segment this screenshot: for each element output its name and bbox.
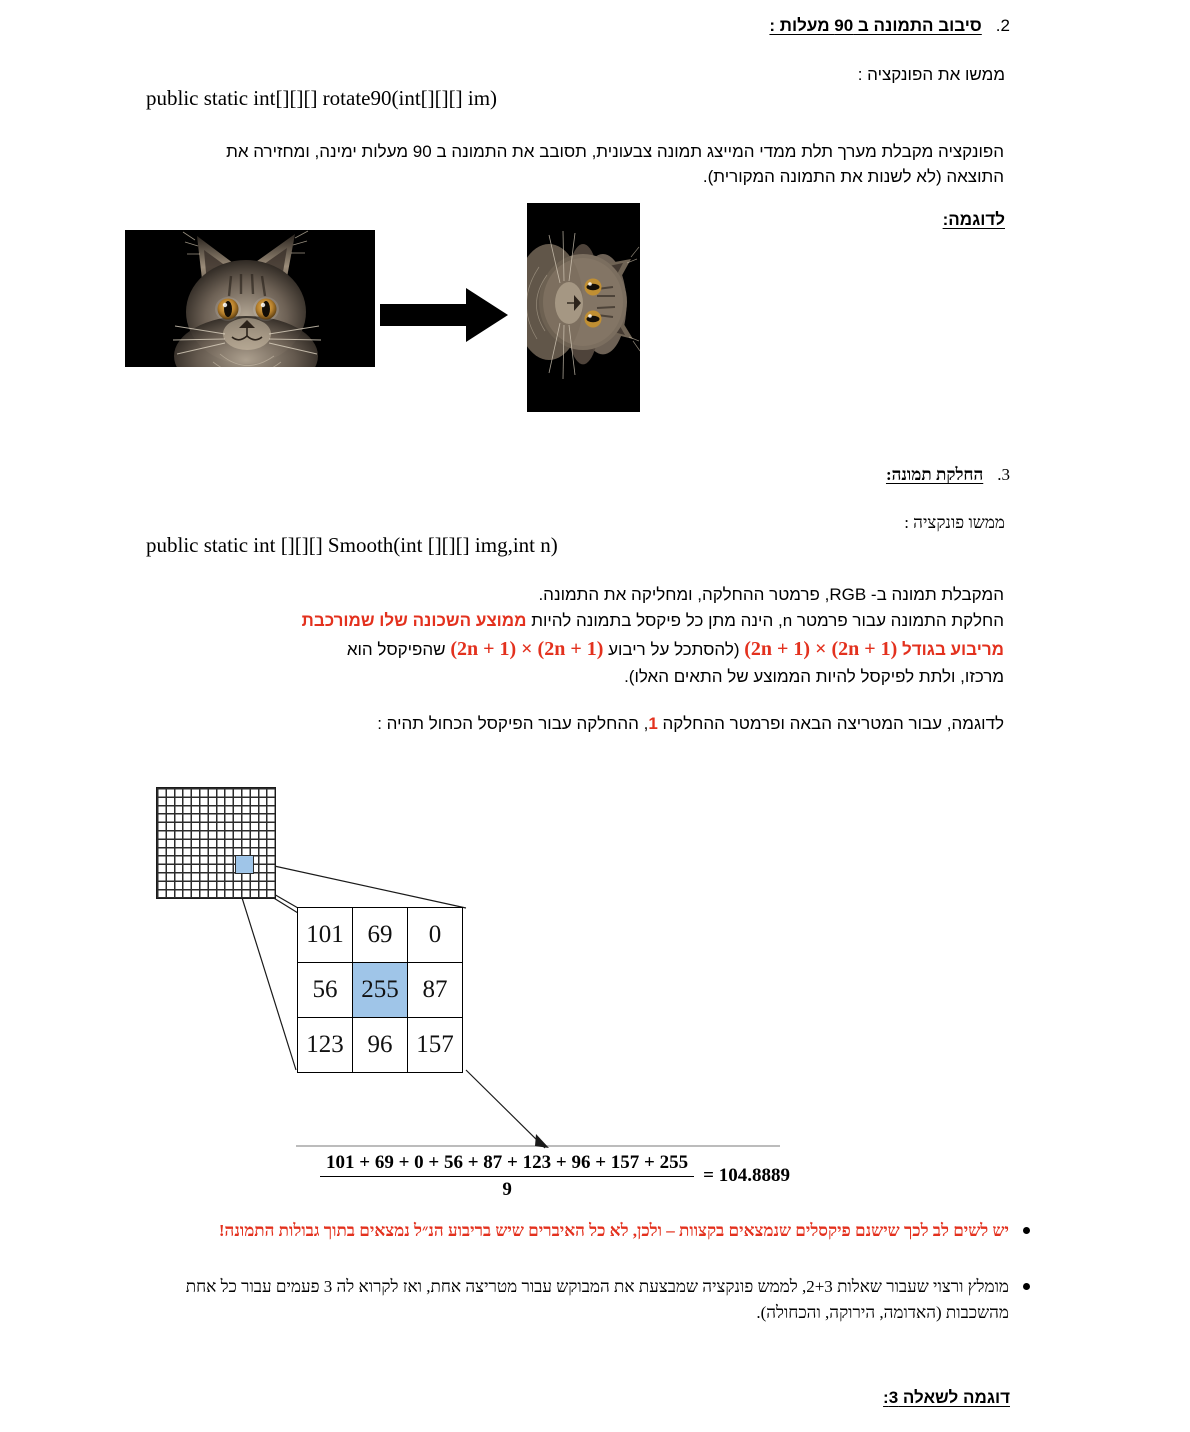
matrix-cell: 87: [408, 963, 463, 1018]
note-bullet-warning: [150, 1218, 1030, 1244]
matrix-cell: 96: [353, 1018, 408, 1073]
section-3-prompt: ממשו פונקציה :: [904, 513, 1005, 532]
desc-line-2: [194, 608, 1004, 634]
section-3-heading: [410, 465, 1010, 485]
matrix-row: [298, 1018, 463, 1073]
desc-line-1: המקבלת תמונה ב- RGB, פרמטר ההחלקה, ומחליקה את התמונה.: [538, 585, 1004, 604]
section-2-signature: public static int[][][] rotate90(int[][][] im): [146, 86, 498, 110]
fraction: [320, 1152, 694, 1201]
cat-image-original: [125, 230, 375, 367]
fraction-numerator: 101 + 69 + 0 + 56 + 87 + 123 + 96 + 157 + 255: [320, 1152, 694, 1177]
section-2-example-label: לדוגמה:: [942, 210, 1005, 229]
desc-line-2-text: החלקת התמונה עבור פרמטר n, הינה מתן כל פיקסל בתמונה להיות: [526, 610, 1004, 630]
note-text: מומלץ ורצוי שעבור שאלות 2+3, לממש פונקציה שמבצעת את המבוקש עבור מטריצה אחת, ואז לקרוא לה 3 פעמים עבור כל אחת מהשכבות (האדומה, הירוקה, והכחולה).: [185, 1277, 1009, 1322]
section-2-heading: [410, 16, 1010, 36]
fraction-result: = 104.8889: [703, 1165, 790, 1187]
desc-line-3-mid: (להסתכל על ריבוע: [603, 639, 745, 659]
matrix-row: [298, 963, 463, 1018]
section-3-title: החלקת תמונה:: [885, 465, 984, 484]
right-arrow-icon: [380, 288, 508, 342]
matrix-cell: 69: [353, 908, 408, 963]
desc-line-4: מרכזו, ולתת לפיקסל להיות הממוצע של התאים האלו).: [624, 667, 1004, 687]
section-3-signature: public static int [][][] Smooth(int [][][] img,int n): [146, 533, 558, 557]
example-intro-b: , ההחלקה עבור הפיקסל הכחול תהיה :: [377, 714, 649, 733]
bullet-marker: [1023, 1227, 1030, 1234]
cat-image-rotated: [527, 203, 640, 412]
section-3-example-intro: [194, 712, 1004, 737]
footer-heading: דוגמה לשאלה 3:: [883, 1388, 1010, 1407]
formula-neighborhood-2: (2n + 1) × (2n + 1): [450, 637, 604, 660]
example-intro-a: לדוגמה, עבור המטריצה הבאה ופרמטר ההחלקה: [657, 714, 1004, 733]
section-2-prompt: ממשו את הפונקציה :: [857, 65, 1005, 84]
pixel-grid-highlight: [236, 856, 253, 873]
matrix-cell: 0: [408, 908, 463, 963]
bullet-marker: [1023, 1283, 1030, 1290]
note-bullet-recommendation: [150, 1274, 1030, 1325]
desc-line-2-emph: ממוצע השכונה שלו שמורכבת: [301, 610, 527, 630]
desc-line-3-emph: מריבוע בגודל: [897, 639, 1004, 659]
desc-line-3-suffix: שהפיקסל הוא: [346, 639, 451, 659]
section-2-title: סיבוב התמונה ב 90 מעלות :: [769, 16, 982, 35]
matrix-row: [298, 908, 463, 963]
desc-line-3: [194, 634, 1004, 664]
fraction-denominator: 9: [502, 1178, 512, 1200]
pixel-neighborhood-matrix: [297, 907, 463, 1073]
section-2-number: 2.: [995, 16, 1010, 35]
note-text: יש לשים לב לכך שישנם פיקסלים שנמצאים בקצוות – ולכן, לא כל האיברים שיש בריבוע הנ״ל נמצאים בתוך גבולות התמונה!: [218, 1221, 1009, 1240]
formula-neighborhood-1: (2n + 1) × (2n + 1): [744, 637, 898, 660]
average-formula: [320, 1152, 790, 1201]
matrix-cell: 56: [298, 963, 353, 1018]
section-3-description: [194, 582, 1004, 690]
example-intro-param: 1: [648, 714, 658, 733]
matrix-cell: 123: [298, 1018, 353, 1073]
matrix-cell: 101: [298, 908, 353, 963]
section-2-description: הפונקציה מקבלת מערך תלת ממדי המייצג תמונה צבעונית, תסובב את התמונה ב 90 מעלות ימינה, ומחזירה את התוצאה (לא לשנות את התמונה המקורית).: [226, 142, 1004, 186]
cat-rotated-art: [527, 203, 640, 412]
section-3-number: 3.: [997, 465, 1010, 484]
matrix-cell-highlighted: 255: [353, 963, 408, 1018]
pixel-grid: [156, 787, 276, 899]
matrix-cell: 157: [408, 1018, 463, 1073]
cat-original-art: [125, 230, 375, 367]
